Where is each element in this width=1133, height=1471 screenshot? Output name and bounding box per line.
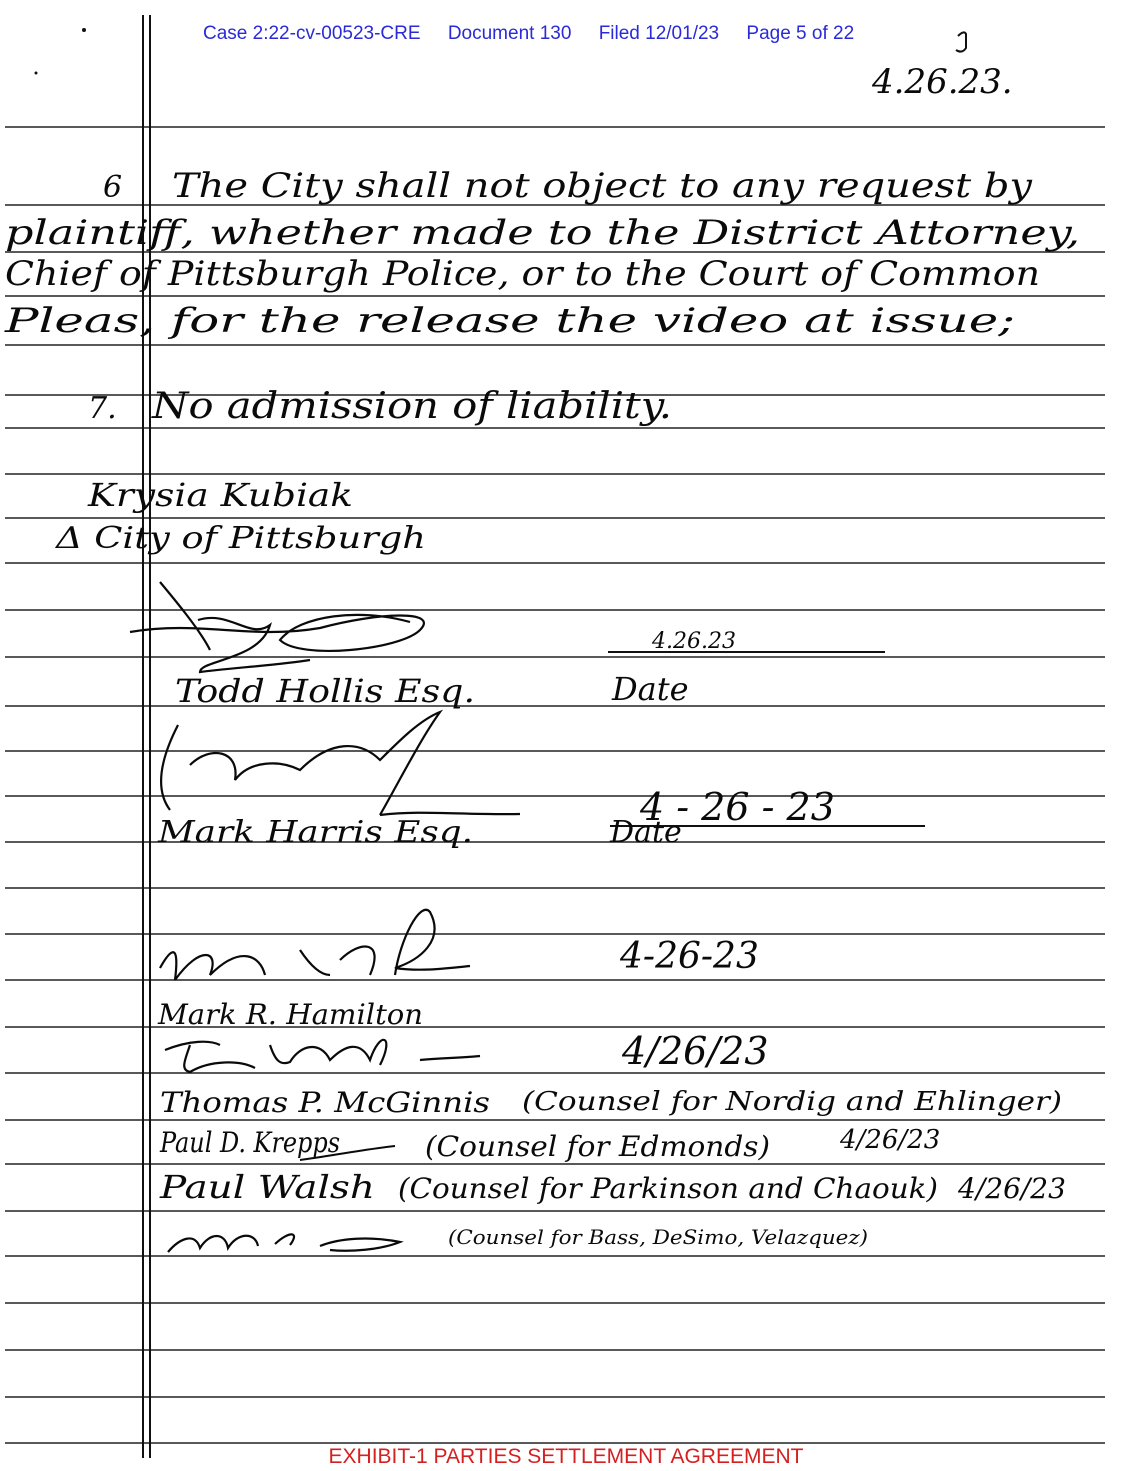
item6-line-3: Chief of Pittsburgh Police, or to the Court of Common [5, 254, 1040, 294]
signer-5-role: (Counsel for Edmonds) [425, 1130, 770, 1163]
signature-scribble [165, 1040, 480, 1072]
signer-2-date-label: Date [610, 815, 682, 850]
filed-date: Filed 12/01/23 [598, 23, 720, 44]
item6-line-4: Pleas, for the release the video at issue; [3, 301, 1015, 341]
signer-5-name: Paul D. Krepps [159, 1126, 340, 1159]
signer-2-name: Mark Harris Esq. [156, 815, 473, 850]
signer-6-role: (Counsel for Parkinson and Chaouk) [398, 1172, 938, 1205]
header-date: 4.26.23. [872, 62, 1013, 102]
document-number: Document 130 [447, 23, 572, 44]
signer-4-date: 4/26/23 [622, 1029, 769, 1073]
signature-scribble [168, 1234, 400, 1252]
item7-number: 7. [88, 391, 117, 426]
signer-4-role: (Counsel for Nordig and Ehlinger) [522, 1087, 1062, 1117]
item6-line-2: plaintiff, whether made to the District Attorney, [5, 213, 1080, 253]
signature-scribble [130, 582, 424, 672]
party-name: Krysia Kubiak [86, 476, 354, 514]
case-number: Case 2:22-cv-00523-CRE [203, 23, 421, 44]
stray-dot [82, 28, 86, 32]
signer-1-date: 4.26.23 [652, 629, 736, 654]
page-number: Page 5 of 22 [746, 23, 855, 44]
item6-line-1: The City shall not object to any request by [172, 166, 1033, 206]
signer-6-name: Paul Walsh [158, 1168, 375, 1206]
signer-1-name: Todd Hollis Esq. [175, 672, 475, 710]
signer-2-date: 4 - 26 - 23 [640, 785, 835, 829]
item6-number: 6 [103, 170, 123, 205]
header-mark [956, 32, 966, 51]
signature-scribble [160, 910, 470, 980]
item7-text: No admission of liability. [150, 386, 672, 427]
signer-3-name: Mark R. Hamilton [156, 998, 423, 1031]
signer-5-date: 4/26/23 [840, 1125, 941, 1155]
stray-dot [35, 72, 38, 75]
signature-scribble [161, 712, 520, 815]
signer-7-role: (Counsel for Bass, DeSimo, Velazquez) [448, 1225, 868, 1249]
signer-4-name: Thomas P. McGinnis [160, 1086, 491, 1119]
signer-6-date: 4/26/23 [958, 1172, 1066, 1205]
exhibit-label: EXHIBIT-1 PARTIES SETTLEMENT AGREEMENT [328, 1445, 804, 1468]
signer-3-date: 4-26-23 [620, 936, 759, 977]
svg-text:Case 2:22-cv-00523-CRE Doc [203, 23, 854, 44]
party-role: Δ City of Pittsburgh [54, 521, 427, 556]
signer-1-date-label: Date [612, 670, 689, 708]
